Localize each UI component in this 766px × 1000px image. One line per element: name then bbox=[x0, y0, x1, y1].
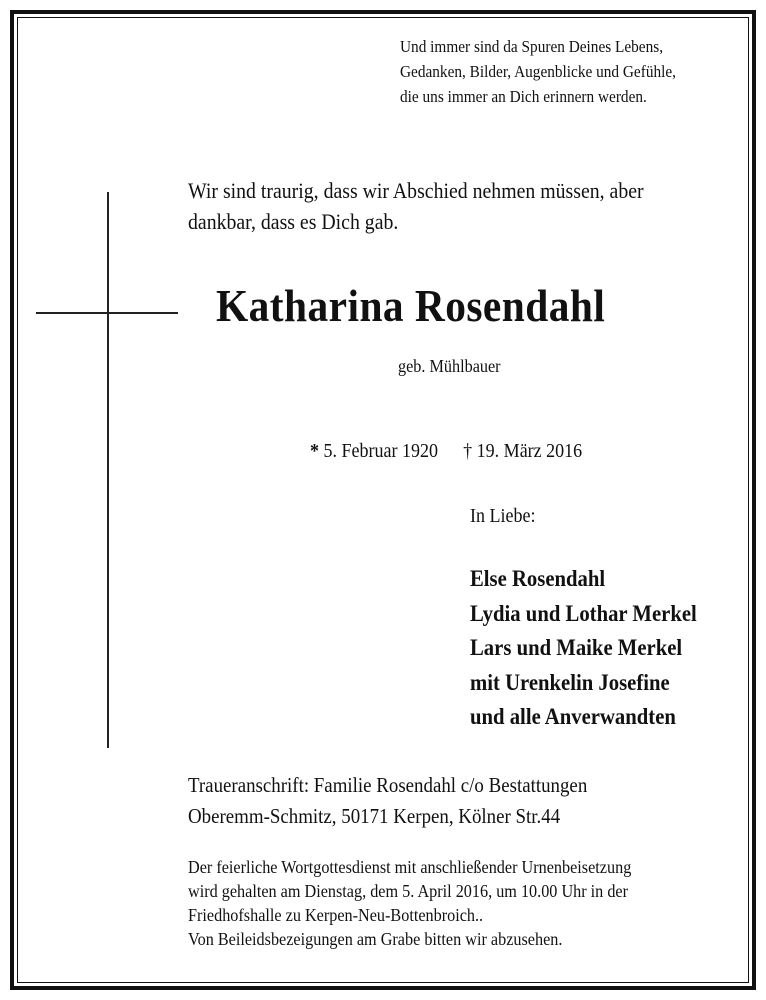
service-line: wird gehalten am Dienstag, dem 5. April 2016, um 10.00 Uhr in der bbox=[188, 881, 629, 901]
birth-symbol: * bbox=[310, 440, 319, 462]
birth-date-group bbox=[310, 440, 438, 462]
cross-horizontal-bar bbox=[36, 312, 178, 314]
intro-text bbox=[188, 175, 692, 237]
address-line: Traueranschrift: Familie Rosendahl c/o Bestattungen bbox=[188, 773, 588, 797]
deceased-name: Katharina Rosendahl bbox=[216, 280, 606, 331]
death-date-group bbox=[463, 440, 582, 462]
maiden-name: geb. Mühlbauer bbox=[398, 356, 501, 376]
intro-line: Wir sind traurig, dass wir Abschied nehmen müssen, aber bbox=[188, 178, 644, 203]
birth-date: 5. Februar 1920 bbox=[323, 440, 438, 462]
service-line: Von Beileidsbezeigungen am Grabe bitten wir abzusehen. bbox=[188, 929, 563, 949]
motto-line: Und immer sind da Spuren Deines Lebens, bbox=[400, 37, 664, 56]
mourning-address bbox=[188, 770, 692, 832]
death-date: 19. März 2016 bbox=[476, 440, 583, 462]
service-info bbox=[188, 855, 746, 951]
mourner-entry: Lydia und Lothar Merkel bbox=[470, 600, 697, 626]
mourner-entry: Else Rosendahl bbox=[470, 566, 606, 591]
mourner-entry: Lars und Maike Merkel bbox=[470, 635, 683, 660]
intro-line: dankbar, dass es Dich gab. bbox=[188, 209, 399, 234]
motto-line: die uns immer an Dich erinnern werden. bbox=[400, 87, 647, 106]
mourners-list bbox=[470, 562, 731, 735]
mourner-entry: und alle Anverwandten bbox=[470, 704, 676, 729]
motto-line: Gedanken, Bilder, Augenblicke und Gefühle, bbox=[400, 62, 676, 81]
mourner-entry: mit Urenkelin Josefine bbox=[470, 669, 670, 695]
service-line: Friedhofshalle zu Kerpen-Neu-Bottenbroich.. bbox=[188, 905, 484, 925]
closing-phrase: In Liebe: bbox=[470, 505, 536, 527]
address-line: Oberemm-Schmitz, 50171 Kerpen, Kölner Str.44 bbox=[188, 804, 561, 828]
life-dates bbox=[310, 440, 582, 463]
inner-border bbox=[17, 17, 749, 983]
service-line: Der feierliche Wortgottesdienst mit anschließender Urnenbeisetzung bbox=[188, 857, 632, 877]
motto-quote bbox=[400, 34, 706, 109]
death-symbol: † bbox=[463, 440, 473, 462]
cross-vertical-bar bbox=[107, 192, 109, 748]
